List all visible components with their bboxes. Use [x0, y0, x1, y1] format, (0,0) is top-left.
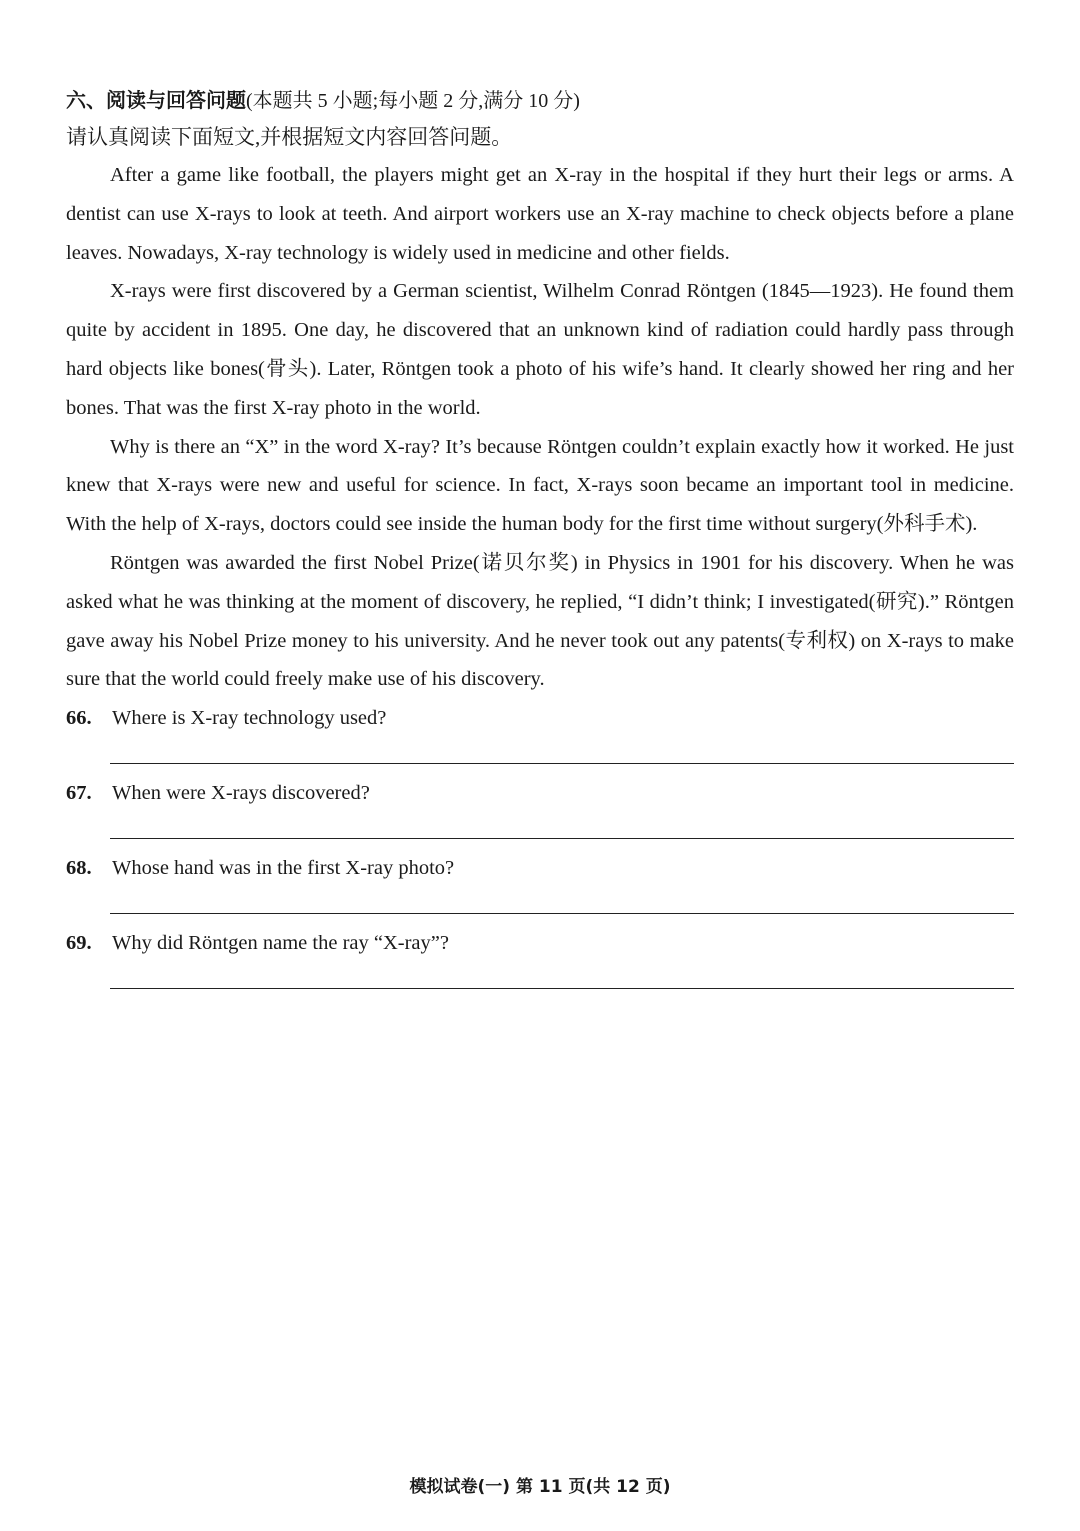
question-number: 66. [66, 707, 92, 730]
question-text: Why did Röntgen name the ray “X-ray”? [112, 932, 449, 955]
question-text: Where is X-ray technology used? [112, 707, 387, 730]
question-text: When were X-rays discovered? [112, 782, 370, 805]
exam-page [66, 84, 1014, 999]
reading-passage [66, 156, 1014, 699]
question-text: Whose hand was in the first X-ray photo? [112, 857, 455, 880]
question-number: 69. [66, 932, 92, 955]
question-67 [66, 774, 1014, 839]
passage-paragraph-1: After a game like football, the players might get an X-ray in the hospital if they hurt their legs or arms. A dentist can use X-rays to look at teeth. And airport workers use an X-ray machine to check objects before a plane leaves. Nowadays, X-ray technology is widely used in medicine and other fields. [66, 164, 1014, 264]
section-title: 六、阅读与回答问题 [66, 90, 246, 112]
answer-line-69[interactable] [110, 988, 1014, 989]
question-number: 68. [66, 857, 92, 880]
question-68 [66, 849, 1014, 914]
page-footer: 模拟试卷(一) 第 11 页(共 12 页) [409, 1477, 671, 1497]
passage-paragraph-3: Why is there an “X” in the word X-ray? It’s because Röntgen couldn’t explain exactly how it worked. He just knew that X-rays were new and useful for science. In fact, X-rays soon became an important tool in medicine. With the help of X-rays, doctors could see inside the human body for the first time without surgery(外科手术). [66, 435, 1014, 536]
section-subtitle: (本题共 5 小题;每小题 2 分,满分 10 分) [246, 90, 580, 112]
question-66 [66, 699, 1014, 764]
passage-paragraph-2: X-rays were first discovered by a German scientist, Wilhelm Conrad Röntgen (1845—1923). He found them quite by accident in 1895. One day, he discovered that an unknown kind of radiation could hardly pass through hard objects like bones(骨头). Later, Röntgen took a photo of his wife’s hand. It clearly showed her ring and her bones. That was the first X-ray photo in the world. [66, 280, 1014, 419]
question-69 [66, 924, 1014, 989]
section-heading [66, 84, 1014, 118]
passage-paragraph-4: Röntgen was awarded the first Nobel Prize(诺贝尔奖) in Physics in 1901 for his discovery. When he was asked what he was thinking at the moment of discovery, he replied, “I didn’t think; I investigated(研究).” Röntgen gave away his Nobel Prize money to his university. And he never took out any patents(专利权) on X-rays to make sure that the world could freely make use of his discovery. [66, 551, 1014, 691]
question-number: 67. [66, 782, 92, 805]
answer-line-67[interactable] [110, 838, 1014, 839]
section-instruction: 请认真阅读下面短文,并根据短文内容回答问题。 [66, 125, 513, 149]
answer-line-66[interactable] [110, 763, 1014, 764]
answer-line-68[interactable] [110, 913, 1014, 914]
